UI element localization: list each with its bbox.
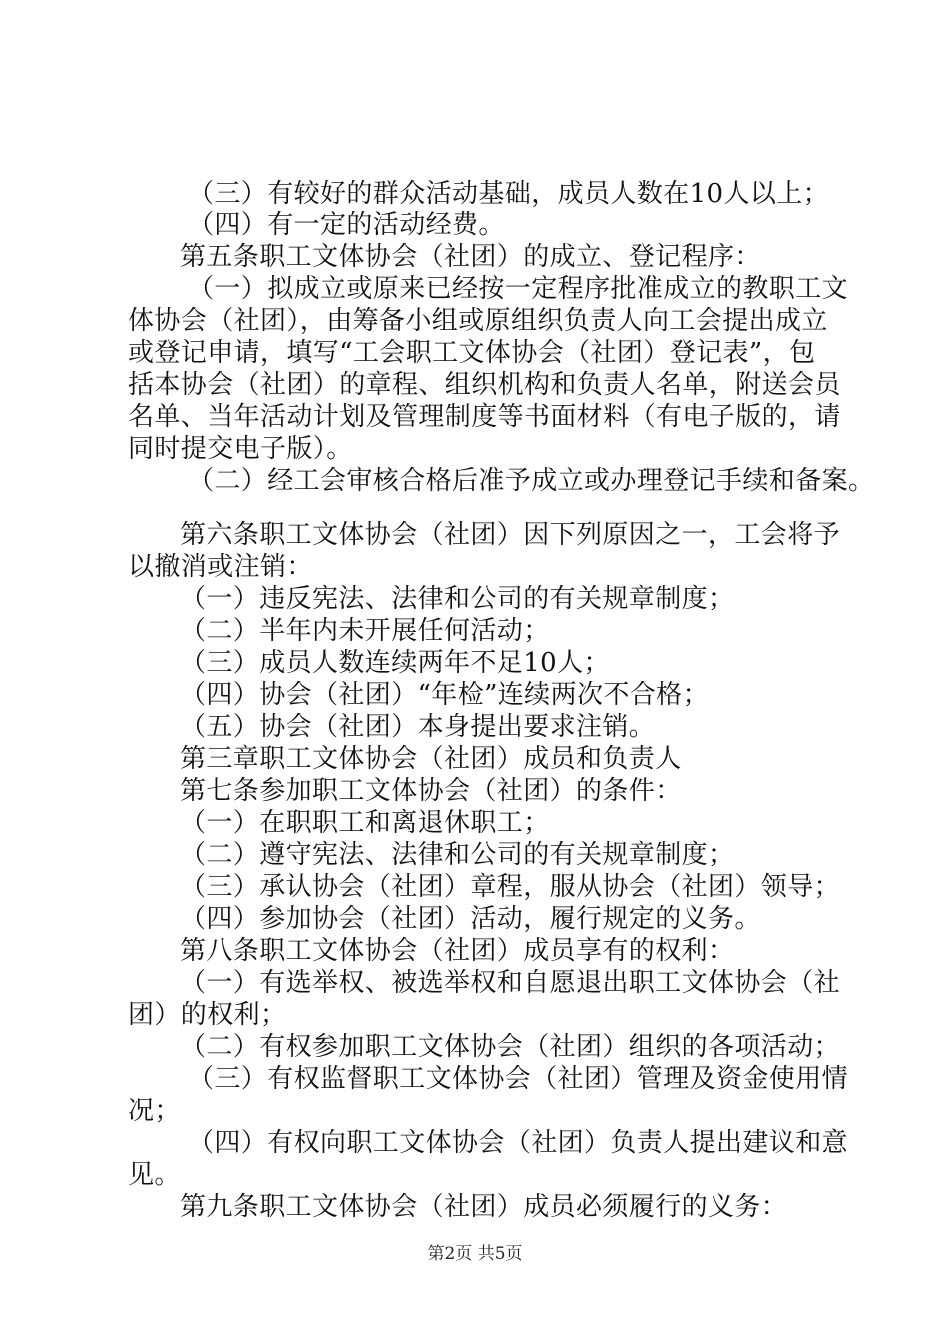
- text-line: （三）有权监督职工文体协会（社团）管理及资金使用情: [188, 1064, 849, 1094]
- text-line: 括本协会（社团）的章程、组织机构和负责人名单，附送会员: [128, 370, 841, 400]
- text-line: （四）有一定的活动经费。: [188, 210, 505, 240]
- text-line: （四）有权向职工文体协会（社团）负责人提出建议和意: [188, 1128, 849, 1158]
- text-line: 第七条参加职工文体协会（社团）的条件：: [180, 776, 682, 806]
- text-line: 见。: [128, 1160, 181, 1190]
- text-line: 体协会（社团），由筹备小组或原组织负责人向工会提出成立: [128, 306, 828, 336]
- text-line: 同时提交电子版）。: [128, 434, 353, 464]
- page-number: 第2页 共5页: [427, 1244, 523, 1264]
- text-line: （三）有较好的群众活动基础，成员人数在10人以上；: [188, 179, 830, 209]
- text-line: （一）拟成立或原来已经按一定程序批准成立的教职工文: [188, 274, 849, 304]
- text-line: （二）经工会审核合格后准予成立或办理登记手续和备案。: [188, 466, 875, 496]
- text-line: 以撤消或注销：: [128, 552, 313, 582]
- text-line: 名单、当年活动计划及管理制度等书面材料（有电子版的，请: [128, 402, 841, 432]
- text-line: （四）协会（社团）“年检”连续两次不合格；: [180, 680, 709, 710]
- text-line: （五）协会（社团）本身提出要求注销。: [180, 712, 656, 742]
- text-line: （三）成员人数连续两年不足10人；: [180, 648, 610, 678]
- text-line: 第五条职工文体协会（社团）的成立、登记程序：: [180, 242, 761, 272]
- text-line: 团）的权利；: [128, 1000, 287, 1030]
- text-line: 况；: [128, 1096, 181, 1126]
- text-line: （二）半年内未开展任何活动；: [180, 616, 550, 646]
- text-line: 第六条职工文体协会（社团）因下列原因之一，工会将予: [180, 520, 841, 550]
- text-line: 第八条职工文体协会（社团）成员享有的权利：: [180, 936, 735, 966]
- text-line: 或登记申请，填写“工会职工文体协会（社团）登记表”，包: [128, 338, 816, 368]
- text-line: 第九条职工文体协会（社团）成员必须履行的义务：: [180, 1192, 788, 1222]
- text-line: （一）违反宪法、法律和公司的有关规章制度；: [180, 584, 735, 614]
- text-line: （二）有权参加职工文体协会（社团）组织的各项活动；: [180, 1032, 841, 1062]
- text-line: （二）遵守宪法、法律和公司的有关规章制度；: [180, 840, 735, 870]
- text-line: （一）在职职工和离退休职工；: [180, 808, 550, 838]
- text-line: （一）有选举权、被选举权和自愿退出职工文体协会（社: [180, 968, 841, 998]
- text-line: （四）参加协会（社团）活动，履行规定的义务。: [180, 904, 761, 934]
- text-line: （三）承认协会（社团）章程，服从协会（社团）领导；: [180, 872, 841, 902]
- text-line: 第三章职工文体协会（社团）成员和负责人: [180, 744, 682, 774]
